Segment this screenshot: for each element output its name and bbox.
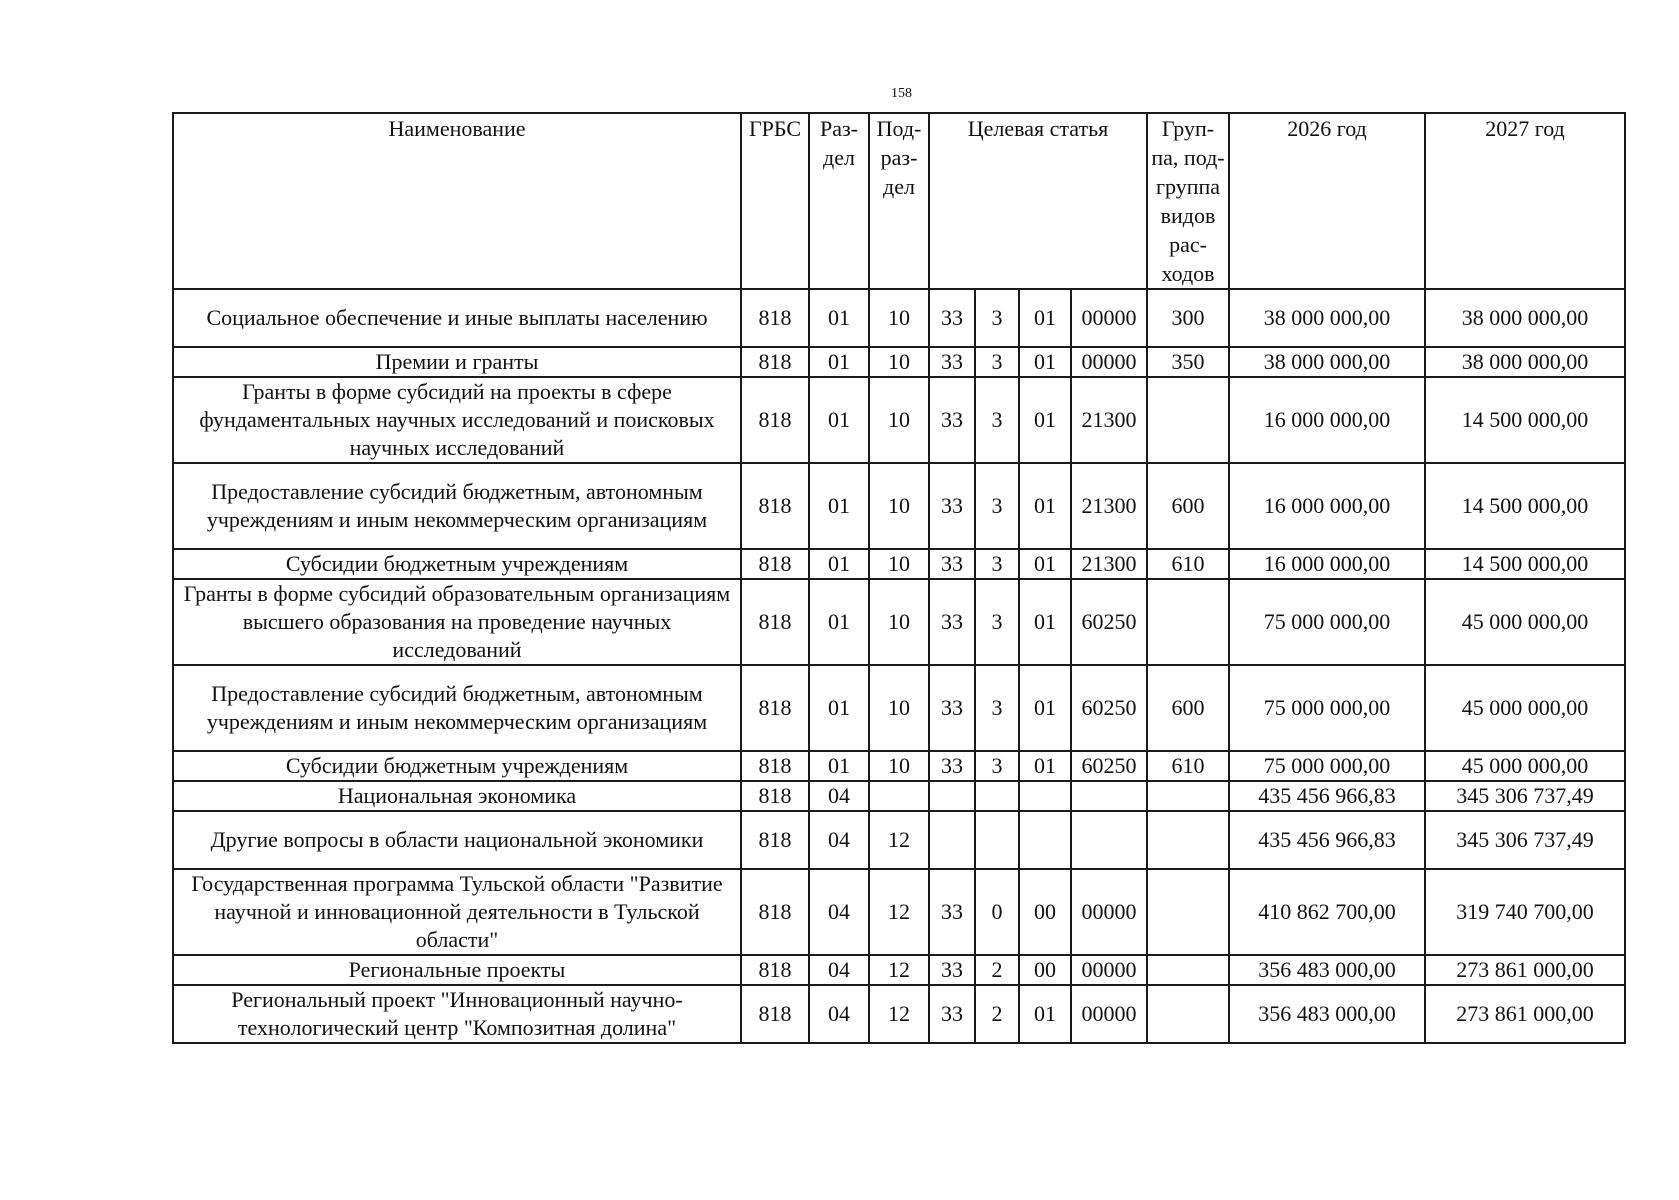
- row-name: Государственная программа Тульской области "Развитие научной и инновационной деятельности в Тульской области": [173, 869, 741, 955]
- header-razdel: Раз-дел: [809, 113, 869, 289]
- row-amount-2026: 16 000 000,00: [1229, 377, 1425, 463]
- row-expense-group: [1147, 377, 1229, 463]
- row-amount-2026: 75 000 000,00: [1229, 579, 1425, 665]
- row-amount-2026: 38 000 000,00: [1229, 289, 1425, 347]
- row-podrazdel: 10: [869, 549, 929, 579]
- row-target-2: 3: [975, 289, 1019, 347]
- row-name: Другие вопросы в области национальной экономики: [173, 811, 741, 869]
- row-amount-2026: 16 000 000,00: [1229, 549, 1425, 579]
- row-podrazdel: 10: [869, 579, 929, 665]
- header-expense-group: Груп-па, под-группа видов рас-ходов: [1147, 113, 1229, 289]
- row-target-1: 33: [929, 377, 975, 463]
- row-amount-2026: 38 000 000,00: [1229, 347, 1425, 377]
- row-razdel: 04: [809, 985, 869, 1043]
- row-expense-group: 600: [1147, 463, 1229, 549]
- row-target-3: 01: [1019, 579, 1071, 665]
- row-podrazdel: 12: [869, 985, 929, 1043]
- row-target-2: 3: [975, 463, 1019, 549]
- row-target-2: 0: [975, 869, 1019, 955]
- table-row: [173, 751, 1625, 781]
- row-target-1: [929, 781, 975, 811]
- row-amount-2027: 273 861 000,00: [1425, 955, 1625, 985]
- row-target-1: 33: [929, 751, 975, 781]
- row-target-3: 01: [1019, 751, 1071, 781]
- row-podrazdel: 10: [869, 377, 929, 463]
- row-name: Социальное обеспечение и иные выплаты населению: [173, 289, 741, 347]
- row-expense-group: [1147, 811, 1229, 869]
- row-podrazdel: 12: [869, 811, 929, 869]
- table-row: [173, 955, 1625, 985]
- row-expense-group: 610: [1147, 549, 1229, 579]
- row-target-3: 01: [1019, 377, 1071, 463]
- row-target-1: 33: [929, 869, 975, 955]
- row-razdel: 01: [809, 665, 869, 751]
- row-expense-group: [1147, 869, 1229, 955]
- row-target-3: 00: [1019, 955, 1071, 985]
- row-target-2: 3: [975, 347, 1019, 377]
- row-amount-2027: 14 500 000,00: [1425, 463, 1625, 549]
- row-target-3: [1019, 811, 1071, 869]
- row-grbs: 818: [741, 549, 809, 579]
- row-grbs: 818: [741, 347, 809, 377]
- row-razdel: 01: [809, 549, 869, 579]
- row-grbs: 818: [741, 289, 809, 347]
- row-target-2: 3: [975, 751, 1019, 781]
- row-grbs: 818: [741, 579, 809, 665]
- table-header-row: [173, 113, 1625, 289]
- row-amount-2027: 45 000 000,00: [1425, 751, 1625, 781]
- row-amount-2027: 14 500 000,00: [1425, 549, 1625, 579]
- header-year-2027: 2027 год: [1425, 113, 1625, 289]
- row-razdel: 01: [809, 463, 869, 549]
- row-name: Гранты в форме субсидий на проекты в сфере фундаментальных научных исследований и поисковых научных исследований: [173, 377, 741, 463]
- row-target-3: 01: [1019, 985, 1071, 1043]
- row-grbs: 818: [741, 377, 809, 463]
- row-razdel: 04: [809, 781, 869, 811]
- table-row: [173, 347, 1625, 377]
- row-expense-group: [1147, 579, 1229, 665]
- row-razdel: 04: [809, 811, 869, 869]
- row-name: Предоставление субсидий бюджетным, автономным учреждениям и иным некоммерческим организациям: [173, 463, 741, 549]
- row-target-3: 01: [1019, 549, 1071, 579]
- row-target-2: 3: [975, 377, 1019, 463]
- row-target-2: 2: [975, 955, 1019, 985]
- row-razdel: 04: [809, 955, 869, 985]
- table-row: [173, 579, 1625, 665]
- row-target-1: [929, 811, 975, 869]
- row-amount-2026: 356 483 000,00: [1229, 985, 1425, 1043]
- row-target-1: 33: [929, 347, 975, 377]
- row-target-4: 21300: [1071, 549, 1147, 579]
- row-expense-group: 350: [1147, 347, 1229, 377]
- row-name: Субсидии бюджетным учреждениям: [173, 549, 741, 579]
- row-target-1: 33: [929, 579, 975, 665]
- row-podrazdel: 10: [869, 463, 929, 549]
- row-expense-group: [1147, 781, 1229, 811]
- table-row: [173, 781, 1625, 811]
- row-target-2: [975, 811, 1019, 869]
- header-grbs: ГРБС: [741, 113, 809, 289]
- row-amount-2026: 356 483 000,00: [1229, 955, 1425, 985]
- row-target-4: 21300: [1071, 463, 1147, 549]
- header-target-article: Целевая статья: [929, 113, 1147, 289]
- row-target-2: 3: [975, 665, 1019, 751]
- row-podrazdel: 10: [869, 751, 929, 781]
- row-expense-group: 600: [1147, 665, 1229, 751]
- row-name: Предоставление субсидий бюджетным, автономным учреждениям и иным некоммерческим организациям: [173, 665, 741, 751]
- table-row: [173, 377, 1625, 463]
- row-razdel: 04: [809, 869, 869, 955]
- table-row: [173, 289, 1625, 347]
- row-amount-2027: 38 000 000,00: [1425, 347, 1625, 377]
- row-name: Гранты в форме субсидий образовательным организациям высшего образования на проведение научных исследований: [173, 579, 741, 665]
- row-amount-2026: 75 000 000,00: [1229, 751, 1425, 781]
- row-grbs: 818: [741, 463, 809, 549]
- row-amount-2027: 273 861 000,00: [1425, 985, 1625, 1043]
- row-grbs: 818: [741, 751, 809, 781]
- row-amount-2026: 410 862 700,00: [1229, 869, 1425, 955]
- row-target-4: [1071, 811, 1147, 869]
- row-grbs: 818: [741, 869, 809, 955]
- row-amount-2027: 38 000 000,00: [1425, 289, 1625, 347]
- row-grbs: 818: [741, 781, 809, 811]
- row-target-4: 00000: [1071, 869, 1147, 955]
- header-podrazdel: Под-раз-дел: [869, 113, 929, 289]
- row-amount-2026: 435 456 966,83: [1229, 811, 1425, 869]
- row-name: Региональные проекты: [173, 955, 741, 985]
- row-amount-2027: 45 000 000,00: [1425, 665, 1625, 751]
- row-name: Субсидии бюджетным учреждениям: [173, 751, 741, 781]
- row-target-3: 00: [1019, 869, 1071, 955]
- row-razdel: 01: [809, 751, 869, 781]
- row-razdel: 01: [809, 579, 869, 665]
- header-year-2026: 2026 год: [1229, 113, 1425, 289]
- row-target-4: 60250: [1071, 751, 1147, 781]
- row-razdel: 01: [809, 347, 869, 377]
- row-expense-group: 300: [1147, 289, 1229, 347]
- row-target-1: 33: [929, 985, 975, 1043]
- row-target-2: 2: [975, 985, 1019, 1043]
- row-amount-2027: 319 740 700,00: [1425, 869, 1625, 955]
- row-name: Премии и гранты: [173, 347, 741, 377]
- row-name: Национальная экономика: [173, 781, 741, 811]
- row-target-3: 01: [1019, 463, 1071, 549]
- budget-table: [172, 112, 1626, 1044]
- row-podrazdel: 10: [869, 347, 929, 377]
- table-row: [173, 665, 1625, 751]
- row-grbs: 818: [741, 985, 809, 1043]
- row-amount-2027: 345 306 737,49: [1425, 781, 1625, 811]
- table-row: [173, 869, 1625, 955]
- row-grbs: 818: [741, 811, 809, 869]
- row-target-3: [1019, 781, 1071, 811]
- row-expense-group: 610: [1147, 751, 1229, 781]
- row-target-4: 00000: [1071, 955, 1147, 985]
- row-amount-2027: 14 500 000,00: [1425, 377, 1625, 463]
- row-target-2: [975, 781, 1019, 811]
- row-target-1: 33: [929, 289, 975, 347]
- row-target-2: 3: [975, 549, 1019, 579]
- row-target-1: 33: [929, 549, 975, 579]
- table-row: [173, 463, 1625, 549]
- row-target-1: 33: [929, 463, 975, 549]
- row-amount-2026: 75 000 000,00: [1229, 665, 1425, 751]
- row-target-4: [1071, 781, 1147, 811]
- row-podrazdel: 10: [869, 289, 929, 347]
- table-row: [173, 811, 1625, 869]
- row-expense-group: [1147, 955, 1229, 985]
- row-target-3: 01: [1019, 665, 1071, 751]
- row-podrazdel: 12: [869, 955, 929, 985]
- row-target-4: 60250: [1071, 579, 1147, 665]
- row-amount-2026: 435 456 966,83: [1229, 781, 1425, 811]
- row-razdel: 01: [809, 377, 869, 463]
- row-target-3: 01: [1019, 347, 1071, 377]
- table-row: [173, 985, 1625, 1043]
- table-row: [173, 549, 1625, 579]
- row-razdel: 01: [809, 289, 869, 347]
- row-target-1: 33: [929, 665, 975, 751]
- row-amount-2027: 45 000 000,00: [1425, 579, 1625, 665]
- row-grbs: 818: [741, 665, 809, 751]
- row-target-4: 60250: [1071, 665, 1147, 751]
- header-name: Наименование: [173, 113, 741, 289]
- row-target-4: 00000: [1071, 347, 1147, 377]
- row-target-3: 01: [1019, 289, 1071, 347]
- page-number: 158: [891, 86, 912, 101]
- row-podrazdel: 10: [869, 665, 929, 751]
- row-target-1: 33: [929, 955, 975, 985]
- row-podrazdel: 12: [869, 869, 929, 955]
- row-grbs: 818: [741, 955, 809, 985]
- row-target-2: 3: [975, 579, 1019, 665]
- row-podrazdel: [869, 781, 929, 811]
- row-amount-2027: 345 306 737,49: [1425, 811, 1625, 869]
- row-amount-2026: 16 000 000,00: [1229, 463, 1425, 549]
- row-target-4: 21300: [1071, 377, 1147, 463]
- row-target-4: 00000: [1071, 985, 1147, 1043]
- row-expense-group: [1147, 985, 1229, 1043]
- row-name: Региональный проект "Инновационный научно-технологический центр "Композитная долина": [173, 985, 741, 1043]
- row-target-4: 00000: [1071, 289, 1147, 347]
